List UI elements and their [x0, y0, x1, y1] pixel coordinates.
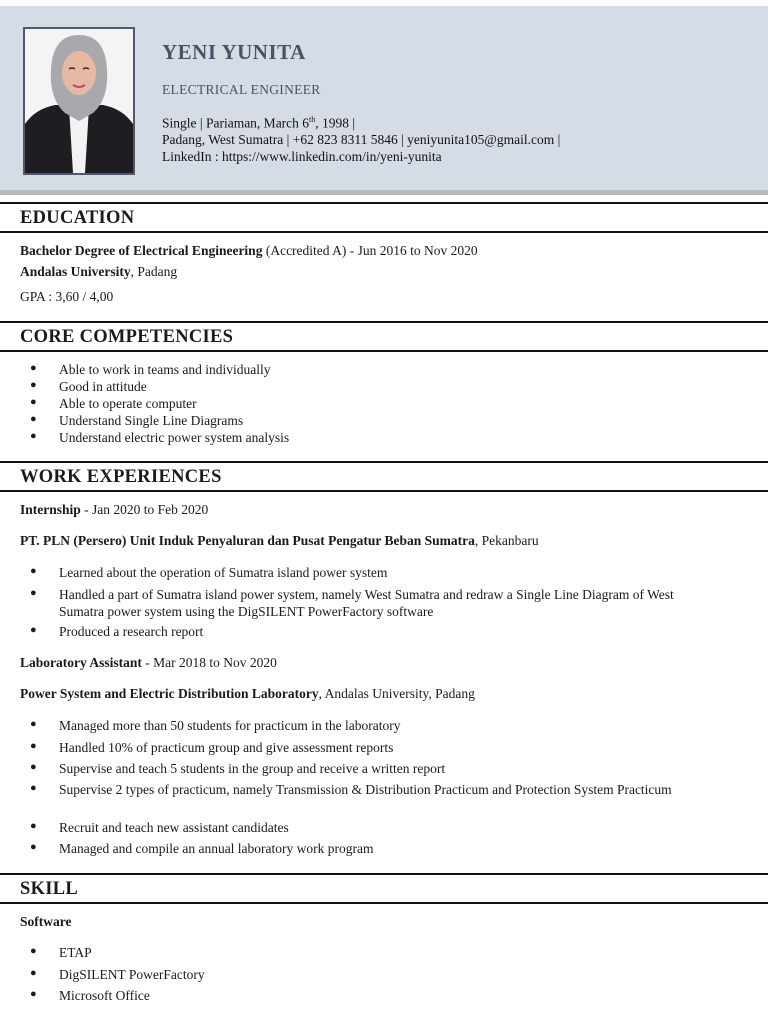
section-work-experiences	[0, 461, 768, 492]
education-university	[20, 264, 177, 280]
info-line-linkedin[interactable]: LinkedIn : https://www.linkedin.com/in/yeni-yunita	[162, 149, 442, 164]
profile-photo	[23, 27, 135, 175]
list-item-text: Supervise and teach 5 students in the group and receive a written report	[59, 761, 446, 776]
list-item-text: Good in attitude	[59, 379, 147, 394]
job-title: ELECTRICAL ENGINEER	[162, 82, 321, 97]
job-location: , Pekanbaru	[474, 533, 539, 548]
profile-photo-image	[25, 29, 133, 173]
list-item-text: DigSILENT PowerFactory	[59, 967, 205, 982]
list-item-text: Able to operate computer	[59, 396, 197, 411]
bullet-icon: ●	[30, 430, 37, 442]
info-line-personal	[162, 115, 355, 132]
education-degree	[20, 243, 478, 259]
section-skill	[0, 873, 768, 904]
list-item-text: Learned about the operation of Sumatra island power system	[59, 565, 388, 580]
job-role-line	[20, 502, 208, 518]
info-line-personal-year: , 1998 |	[315, 115, 356, 131]
bullet-icon: ●	[30, 413, 37, 425]
list-item-text: Understand electric power system analysis	[59, 430, 290, 445]
list-item-text: Supervise 2 types of practicum, namely Transmission & Distribution Practicum and Protection System Practicum	[59, 782, 672, 797]
skill-subheading	[20, 914, 72, 930]
job-location: , Andalas University, Padang	[318, 686, 475, 701]
section-heading: WORK EXPERIENCES	[20, 467, 222, 487]
job-role: Laboratory Assistant	[20, 655, 142, 670]
list-item-text: Microsoft Office	[59, 988, 150, 1003]
info-line-contact: Padang, West Sumatra | +62 823 8311 5846 | yeniyunita105@gmail.com |	[162, 132, 561, 147]
degree-detail: (Accredited A) - Jun 2016 to Nov 2020	[262, 243, 478, 258]
university-city: , Padang	[130, 264, 178, 279]
section-heading: SKILL	[20, 879, 79, 899]
bullet-icon: ●	[30, 820, 37, 832]
list-item-text: Able to work in teams and individually	[59, 362, 271, 377]
list-item-text: Managed and compile an annual laboratory work program	[59, 841, 374, 856]
job-role-line	[20, 655, 277, 671]
section-heading: CORE COMPETENCIES	[20, 327, 234, 347]
bullet-icon: ●	[30, 945, 37, 957]
job-period: - Jan 2020 to Feb 2020	[80, 502, 209, 517]
bullet-icon: ●	[30, 782, 37, 794]
list-item-text: ETAP	[59, 945, 92, 960]
bullet-icon: ●	[30, 988, 37, 1000]
job-org-line	[20, 686, 475, 702]
bullet-icon: ●	[30, 740, 37, 752]
bullet-icon: ●	[30, 379, 37, 391]
bullet-icon: ●	[30, 565, 37, 577]
skill-subheading-text: Software	[20, 914, 72, 929]
section-education	[0, 202, 768, 233]
ordinal-suffix: th	[309, 115, 316, 124]
degree-name: Bachelor Degree of Electrical Engineering	[20, 243, 263, 258]
job-org-line	[20, 533, 539, 549]
bullet-icon: ●	[30, 362, 37, 374]
list-item-text: Produced a research report	[59, 624, 204, 639]
person-name: YENI YUNITA	[162, 40, 306, 64]
list-item-text: Managed more than 50 students for practicum in the laboratory	[59, 718, 401, 733]
job-role: Internship	[20, 502, 81, 517]
section-core-competencies	[0, 321, 768, 352]
university-name: Andalas University	[20, 264, 131, 279]
list-item-text: Recruit and teach new assistant candidates	[59, 820, 289, 835]
list-item-text: Handled 10% of practicum group and give assessment reports	[59, 740, 394, 755]
section-heading: EDUCATION	[20, 208, 135, 228]
list-item-text: Handled a part of Sumatra island power system, namely West Sumatra and redraw a Single Line Diagram of West Sumatra power system using the DigSILENT PowerFactory software	[59, 587, 674, 619]
header-shadow	[0, 190, 768, 195]
job-org: PT. PLN (Persero) Unit Induk Penyaluran dan Pusat Pengatur Beban Sumatra	[20, 533, 475, 548]
bullet-icon: ●	[30, 967, 37, 979]
bullet-icon: ●	[30, 761, 37, 773]
list-item-text: Understand Single Line Diagrams	[59, 413, 244, 428]
job-org: Power System and Electric Distribution Laboratory	[20, 686, 319, 701]
info-line-personal-text: Single | Pariaman, March 6	[162, 115, 310, 131]
job-period: - Mar 2018 to Nov 2020	[141, 655, 277, 670]
bullet-icon: ●	[30, 587, 37, 599]
bullet-icon: ●	[30, 624, 37, 636]
education-gpa: GPA : 3,60 / 4,00	[20, 289, 114, 304]
bullet-icon: ●	[30, 841, 37, 853]
bullet-icon: ●	[30, 718, 37, 730]
bullet-icon: ●	[30, 396, 37, 408]
